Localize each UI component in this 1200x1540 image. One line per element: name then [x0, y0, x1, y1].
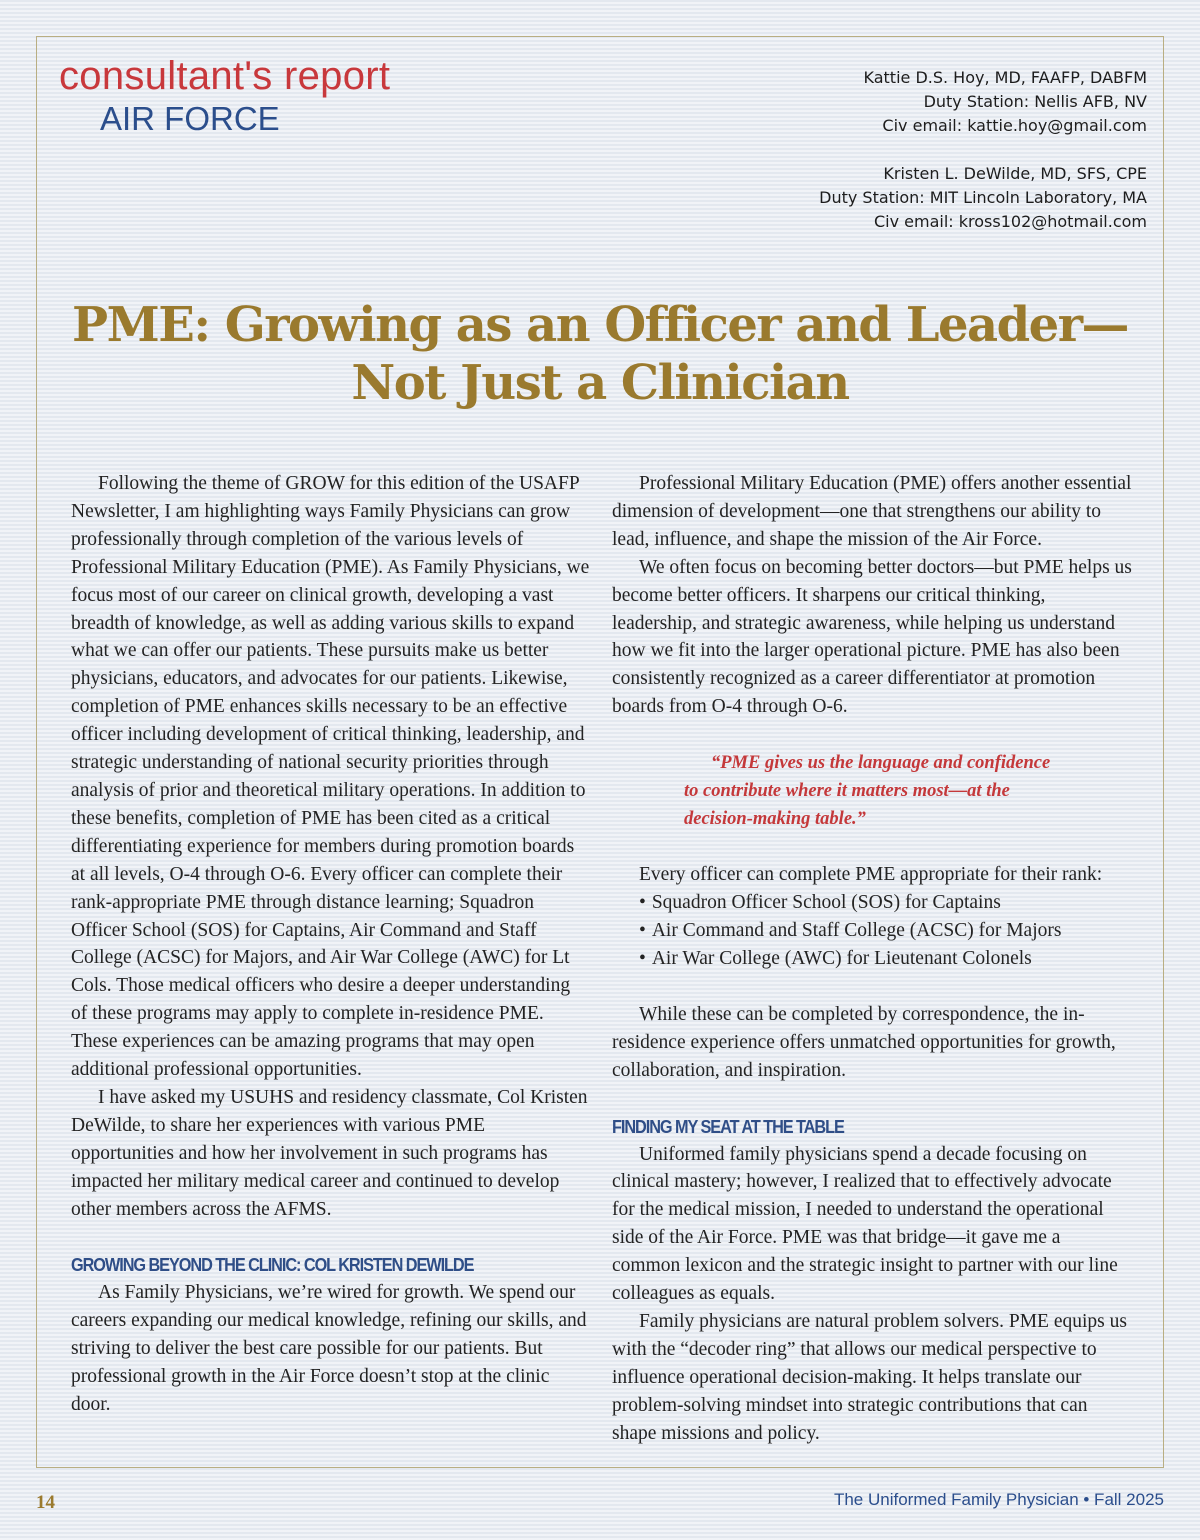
author-duty-station: Duty Station: MIT Lincoln Laboratory, MA	[819, 188, 1147, 207]
body-paragraph: I have asked my USUHS and residency classmate, Col Kristen DeWilde, to share her experiences with various PME opportunities and how her involvement in such programs has impacted her military medical career and continued to develop other members across the AFMS.	[71, 1086, 588, 1220]
author-email: Civ email: kross102@hotmail.com	[873, 212, 1147, 231]
author-info	[819, 66, 1147, 258]
author-duty-station: Duty Station: Nellis AFB, NV	[923, 92, 1147, 111]
pme-list	[612, 889, 1132, 973]
author-block	[819, 66, 1147, 138]
author-email: Civ email: kattie.hoy@gmail.com	[882, 116, 1147, 135]
body-paragraph: Family physicians are natural problem solvers. PME equips us with the “decoder ring” that allows our medical perspective to influence operational decision-making. It helps translate our problem-solving mindset into strategic contributions that can shape missions and policy.	[612, 1310, 1127, 1444]
list-item: • Air Command and Staff College (ACSC) for Majors	[612, 917, 1132, 945]
article-title	[0, 296, 1200, 412]
publication-footer: The Uniformed Family Physician • Fall 2025	[833, 1490, 1164, 1509]
author-block	[819, 162, 1147, 234]
body-paragraph: Professional Military Education (PME) offers another essential dimension of development—one that strengthens our ability to lead, influence, and shape the mission of the Air Force.	[612, 473, 1132, 550]
body-paragraph: As Family Physicians, we’re wired for growth. We spend our careers expanding our medical knowledge, refining our skills, and striving to deliver the best care possible for our patients. But professional growth in the Air Force doesn’t stop at the clinic door.	[71, 1282, 587, 1416]
author-name: Kristen L. DeWilde, MD, SFS, CPE	[883, 164, 1147, 183]
section-sublabel: AIR FORCE	[100, 100, 280, 137]
body-paragraph: Every officer can complete PME appropriate for their rank:	[639, 864, 1103, 886]
pull-quote-line: decision-making table.”	[684, 809, 866, 830]
list-item: • Air War College (AWC) for Lieutenant Colonels	[612, 945, 1132, 973]
right-column	[612, 470, 1132, 1447]
author-name: Kattie D.S. Hoy, MD, FAAFP, DABFM	[863, 68, 1147, 87]
list-item: • Squadron Officer School (SOS) for Captains	[612, 889, 1132, 917]
pull-quote-line: to contribute where it matters most—at the	[684, 781, 1010, 802]
body-paragraph: Following the theme of GROW for this edition of the USAFP Newsletter, I am highlighting ways Family Physicians can grow professionally through completion of the various levels of Professional Military Education (PME). As Family Physicians, we focus most of our career on clinical growth, developing a vast breadth of knowledge, as well as adding various skills to expand what we can offer our patients. These pursuits make us better physicians, educators, and advocates for our patients. Likewise, completion of PME enhances skills necessary to be an effective officer including development of critical thinking, leadership, and strategic understanding of national security priorities through analysis of prior and theoretical military operations. In addition to these benefits, completion of PME has been cited as a critical differentiating experience for members during promotion boards at all levels, O-4 through O-6. Every officer can complete their rank-appropriate PME through distance learning; Squadron Officer School (SOS) for Captains, Air Command and Staff College (ACSC) for Majors, and Air War College (AWC) for Lt Cols. Those medical officers who desire a deeper understanding of these programs may apply to complete in-residence PME. These experiences can be amazing programs that may open additional professional opportunities.	[71, 473, 590, 1081]
left-column	[71, 470, 591, 1419]
body-paragraph: We often focus on becoming better doctors—but PME helps us become better officers. It sharpens our critical thinking, leadership, and strategic awareness, while helping us understand how we fit into the larger operational picture. PME has also been consistently recognized as a career differentiator at promotion boards from O-4 through O-6.	[612, 556, 1132, 718]
page-number: 14	[36, 1492, 55, 1513]
pull-quote	[612, 749, 1064, 833]
section-label: consultant's report	[59, 54, 391, 98]
section-subheading: GROWING BEYOND THE CLINIC: COL KRISTEN DEWILDE	[71, 1254, 474, 1276]
body-paragraph: Uniformed family physicians spend a decade focusing on clinical mastery; however, I realized that to effectively advocate for the medical mission, I needed to understand the operational side of the Air Force. PME was that bridge—it gave me a common lexicon and the strategic insight to partner with our line colleagues as equals.	[612, 1143, 1118, 1305]
body-paragraph: While these can be completed by correspondence, the in-residence experience offers unmatched opportunities for growth, collaboration, and inspiration.	[612, 1003, 1116, 1081]
section-subheading: FINDING MY SEAT AT THE TABLE	[612, 1115, 844, 1137]
article-title-line: PME: Growing as an Officer and Leader—	[72, 297, 1128, 353]
article-title-line: Not Just a Clinician	[351, 355, 849, 411]
pull-quote-line: “PME gives us the language and confidence	[711, 753, 1051, 774]
